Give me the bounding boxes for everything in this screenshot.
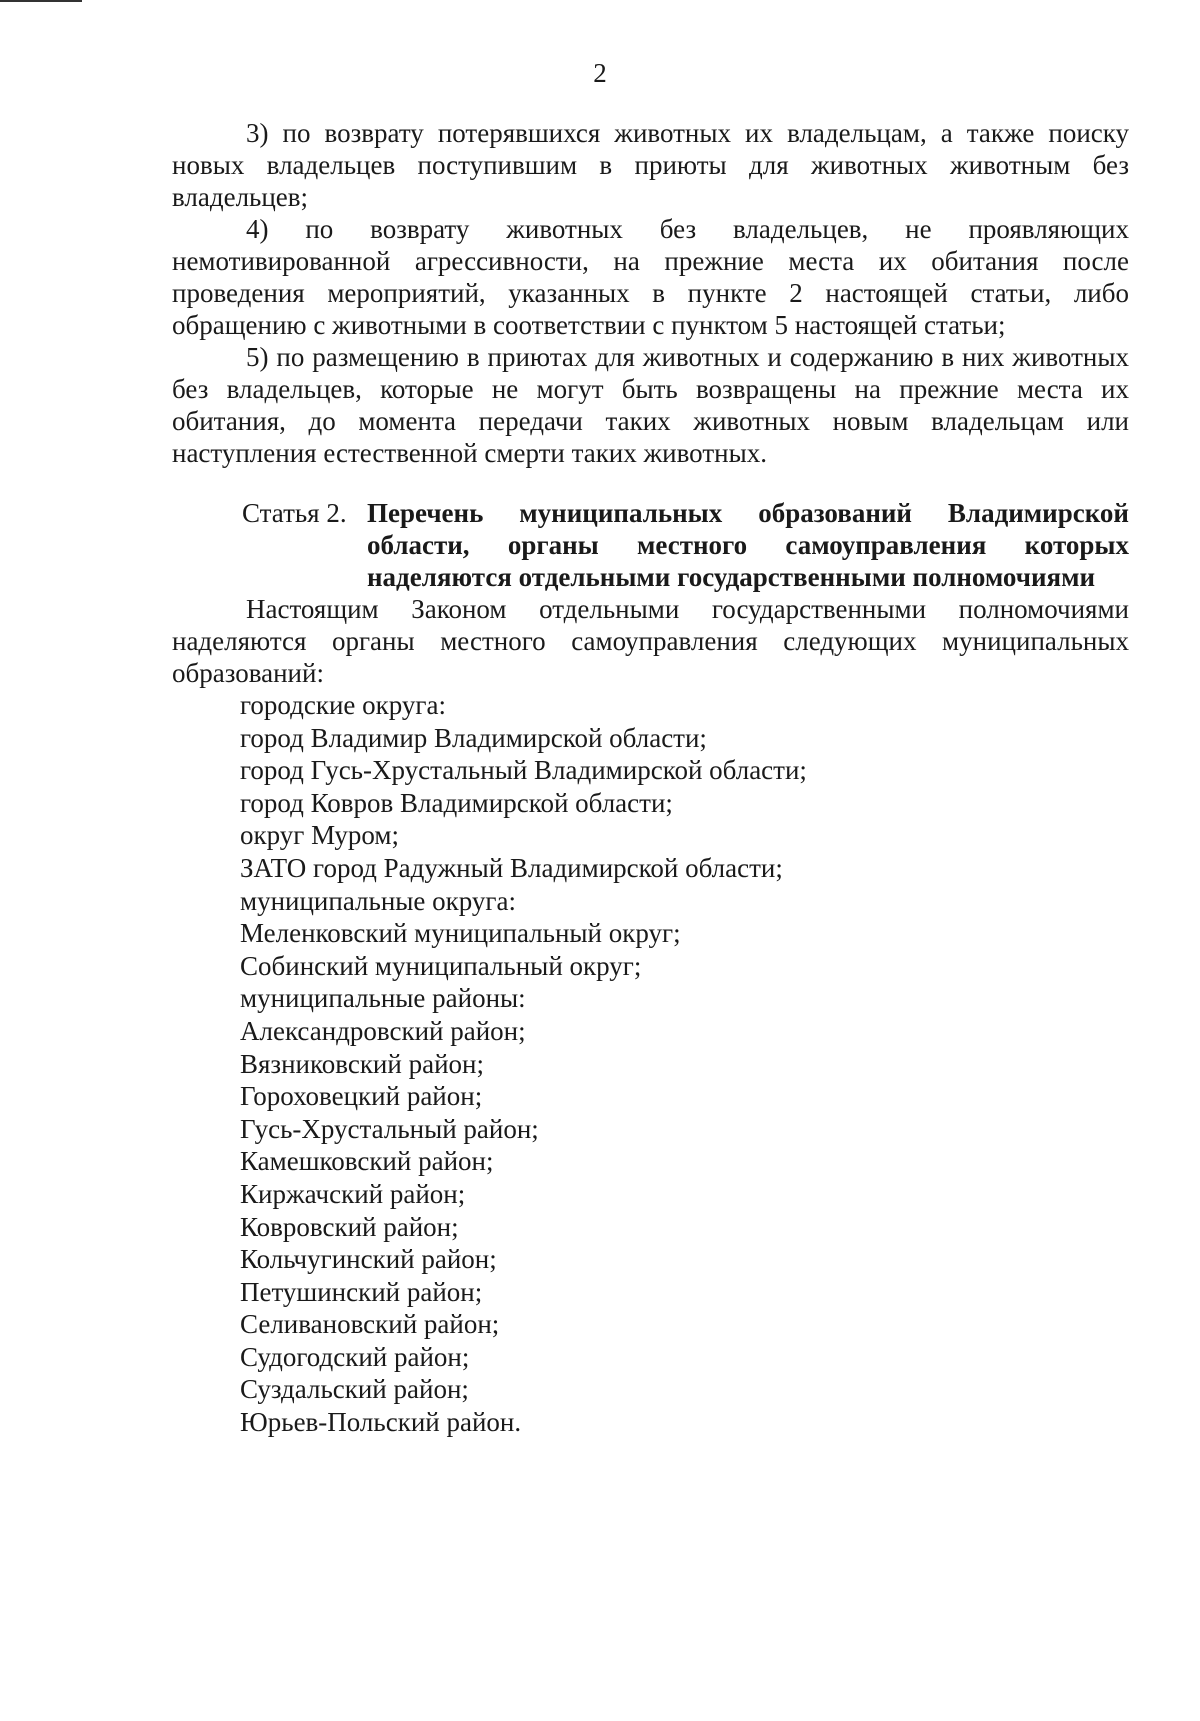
- list-item: Александровский район;: [240, 1015, 526, 1046]
- article-title: Перечень муниципальных образований Владимирской области, органы местного самоуправления которых: [367, 498, 1129, 560]
- article-label: Статья 2.: [242, 498, 347, 528]
- list-item: муниципальные округа:: [240, 885, 516, 916]
- list-item: Гороховецкий район;: [240, 1081, 483, 1112]
- list-item: город Владимир Владимирской области;: [240, 722, 707, 753]
- list-item: Юрьев-Польский район.: [240, 1407, 522, 1438]
- list-item: Киржачский район;: [240, 1178, 466, 1209]
- list-item: Судогодский район;: [240, 1341, 470, 1372]
- list-item: Гусь-Хрустальный район;: [240, 1113, 539, 1144]
- paragraph-item-5: 5) по размещению в приютах для животных и содержанию в них животных без владельцев, которые не могут быть возвращены на прежние места их обитания, до момента передачи таких животных новым владельцам или наступления естественной смерти таких животных.: [172, 342, 1129, 468]
- list-item: округ Муром;: [240, 820, 399, 851]
- list-item: муниципальные районы:: [240, 983, 526, 1014]
- list-item: Селивановский район;: [240, 1309, 500, 1340]
- list-item: город Гусь-Хрустальный Владимирской области;: [240, 755, 807, 786]
- paragraph-item-4: 4) по возврату животных без владельцев, не проявляющих немотивированной агрессивности, на прежние места их обитания после проведения мероприятий, указанных в пункте 2 настоящей статьи, либо обращению с животными в соответствии с пунктом 5 настоящей статьи;: [172, 214, 1129, 340]
- list-item: ЗАТО город Радужный Владимирской области;: [240, 852, 783, 883]
- document-body: [172, 117, 1129, 1439]
- list-item: городские округа:: [240, 690, 446, 720]
- article-heading: [172, 497, 1129, 593]
- paragraph-item-3: 3) по возврату потерявшихся животных их владельцам, а также поиску новых владельцев поступившим в приюты для животных животным без владельцев;: [172, 118, 1129, 212]
- top-rule: [0, 0, 82, 2]
- list-item: Ковровский район;: [240, 1211, 459, 1242]
- article-title-last-line: наделяются отдельными государственными полномочиями: [367, 562, 1096, 592]
- list-item: Камешковский район;: [240, 1146, 494, 1177]
- article-intro: Настоящим Законом отдельными государственными полномочиями наделяются органы местного самоуправления следующих муниципальных образований:: [172, 594, 1129, 688]
- list-item: Собинский муниципальный округ;: [240, 950, 642, 981]
- list-item: Кольчугинский район;: [240, 1244, 497, 1275]
- page-number: 2: [593, 58, 607, 88]
- municipality-list: [172, 689, 1129, 1439]
- list-item: Суздальский район;: [240, 1374, 469, 1405]
- list-item: Петушинский район;: [240, 1276, 483, 1307]
- list-item: Вязниковский район;: [240, 1048, 484, 1079]
- list-item: Меленковский муниципальный округ;: [240, 918, 681, 949]
- list-item: город Ковров Владимирской области;: [240, 787, 673, 818]
